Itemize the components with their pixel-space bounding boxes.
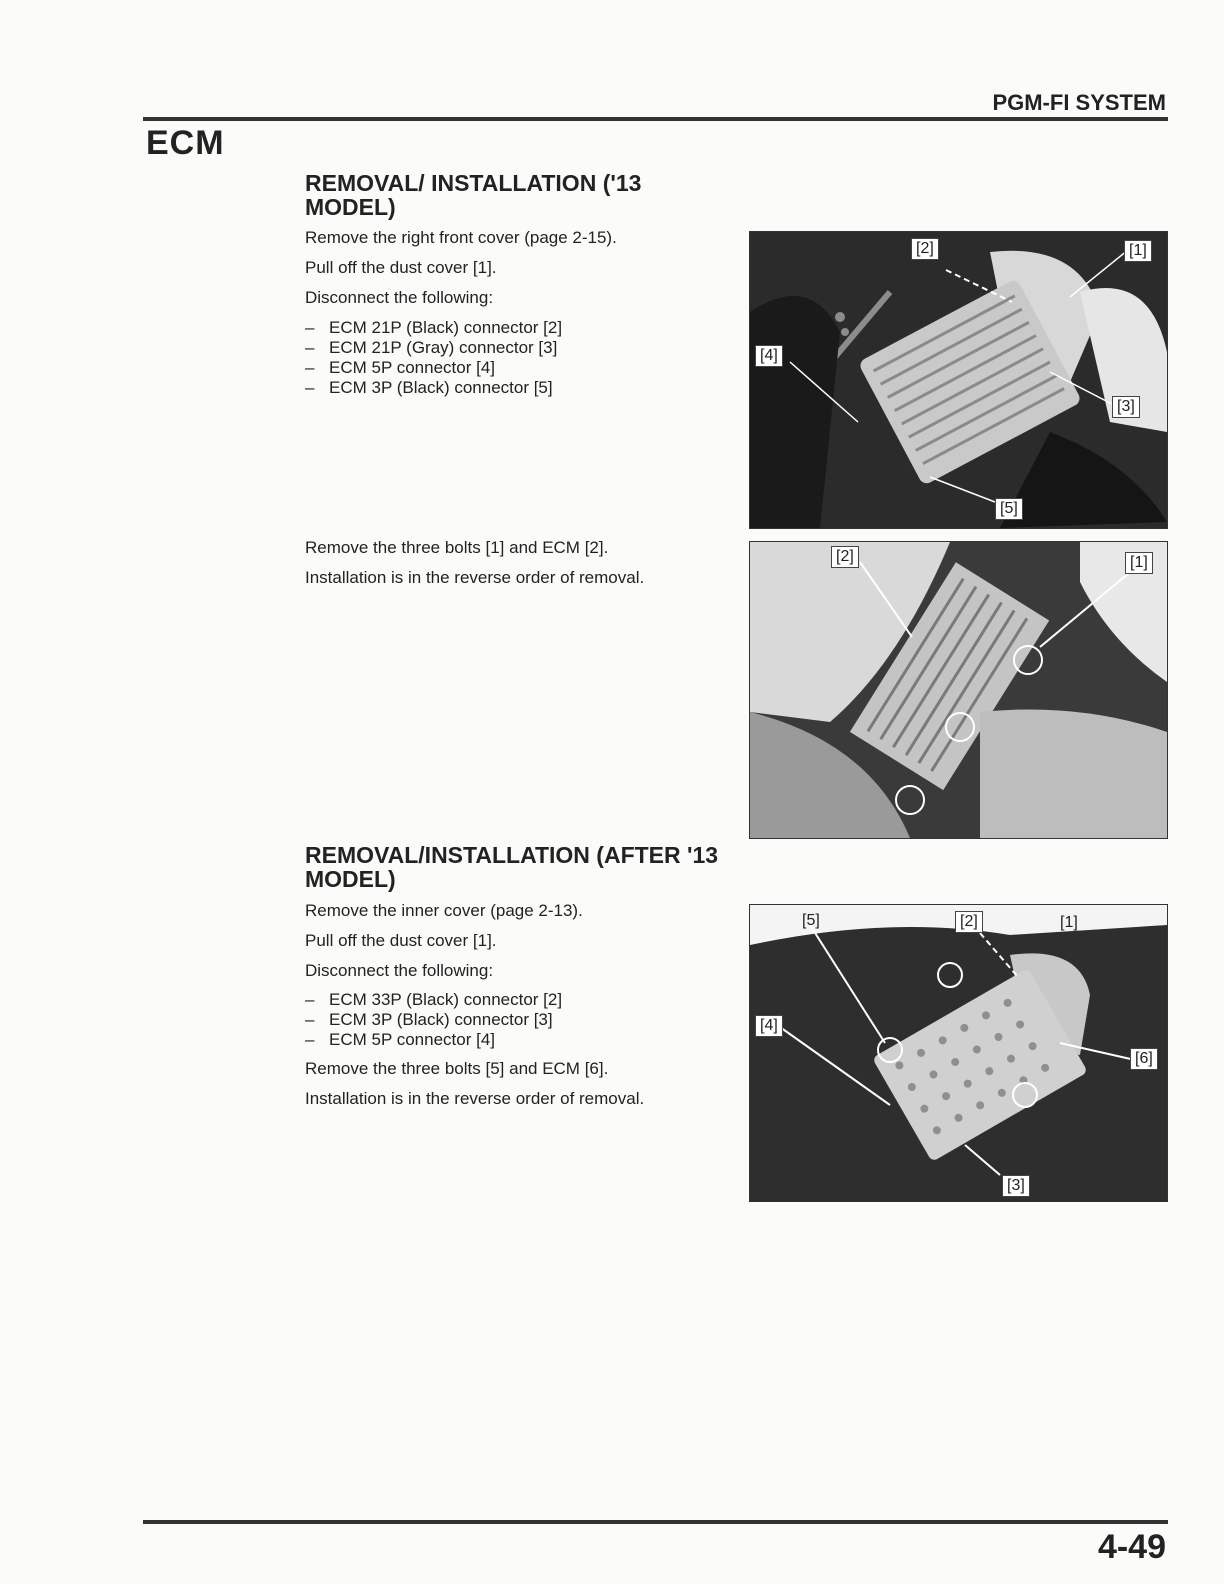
list-item: – ECM 21P (Black) connector [2] xyxy=(305,318,563,337)
list-item: – ECM 5P connector [4] xyxy=(305,358,495,377)
callout-1: [1] xyxy=(1125,552,1153,574)
callout-1: [1] xyxy=(1124,240,1152,262)
page-number: 4-49 xyxy=(1097,1528,1166,1566)
callout-2: [2] xyxy=(955,911,983,933)
callout-3: [3] xyxy=(1112,396,1140,418)
step-installation-note: Installation is in the reverse order of removal. xyxy=(305,568,645,587)
callout-4: [4] xyxy=(755,1015,783,1037)
chapter-title: ECM xyxy=(146,124,225,162)
list-item: – ECM 21P (Gray) connector [3] xyxy=(305,338,558,357)
callout-2: [2] xyxy=(831,546,859,568)
callout-4: [4] xyxy=(755,345,783,367)
section-title-2013: REMOVAL/ INSTALLATION ('13 MODEL) xyxy=(305,170,642,220)
section-title-after-2013: REMOVAL/INSTALLATION (AFTER '13 MODEL) xyxy=(305,842,719,892)
callout-2: [2] xyxy=(911,238,939,260)
step-disconnect: Disconnect the following: xyxy=(305,288,494,307)
list-item: – ECM 5P connector [4] xyxy=(305,1030,495,1049)
step-remove-bolts: Remove the three bolts [5] and ECM [6]. xyxy=(305,1059,609,1078)
header-rule xyxy=(143,117,1168,121)
callout-6: [6] xyxy=(1130,1048,1158,1070)
step-disconnect: Disconnect the following: xyxy=(305,961,494,980)
step-remove-bolts: Remove the three bolts [1] and ECM [2]. xyxy=(305,538,609,557)
step-installation-note: Installation is in the reverse order of removal. xyxy=(305,1089,645,1108)
system-title: PGM-FI SYSTEM xyxy=(992,90,1166,115)
list-item: – ECM 33P (Black) connector [2] xyxy=(305,990,563,1009)
photo-ecm-connectors-2013 xyxy=(749,231,1168,529)
connector-list-after-2013 xyxy=(305,990,562,1050)
step-remove-inner-cover: Remove the inner cover (page 2-13). xyxy=(305,901,583,920)
step-pull-dust-cover: Pull off the dust cover [1]. xyxy=(305,258,497,277)
callout-5: [5] xyxy=(802,912,820,929)
callout-5: [5] xyxy=(995,498,1023,520)
list-item: – ECM 3P (Black) connector [3] xyxy=(305,1010,553,1029)
callout-1: [1] xyxy=(1060,914,1078,931)
step-pull-dust-cover: Pull off the dust cover [1]. xyxy=(305,931,497,950)
step-remove-cover: Remove the right front cover (page 2-15). xyxy=(305,228,617,247)
photo-ecm-bolts-2013 xyxy=(749,541,1168,839)
callout-3: [3] xyxy=(1002,1175,1030,1197)
footer-rule xyxy=(143,1520,1168,1524)
connector-list-2013 xyxy=(305,318,562,398)
photo-ecm-after-2013 xyxy=(749,904,1168,1202)
list-item: – ECM 3P (Black) connector [5] xyxy=(305,378,553,397)
